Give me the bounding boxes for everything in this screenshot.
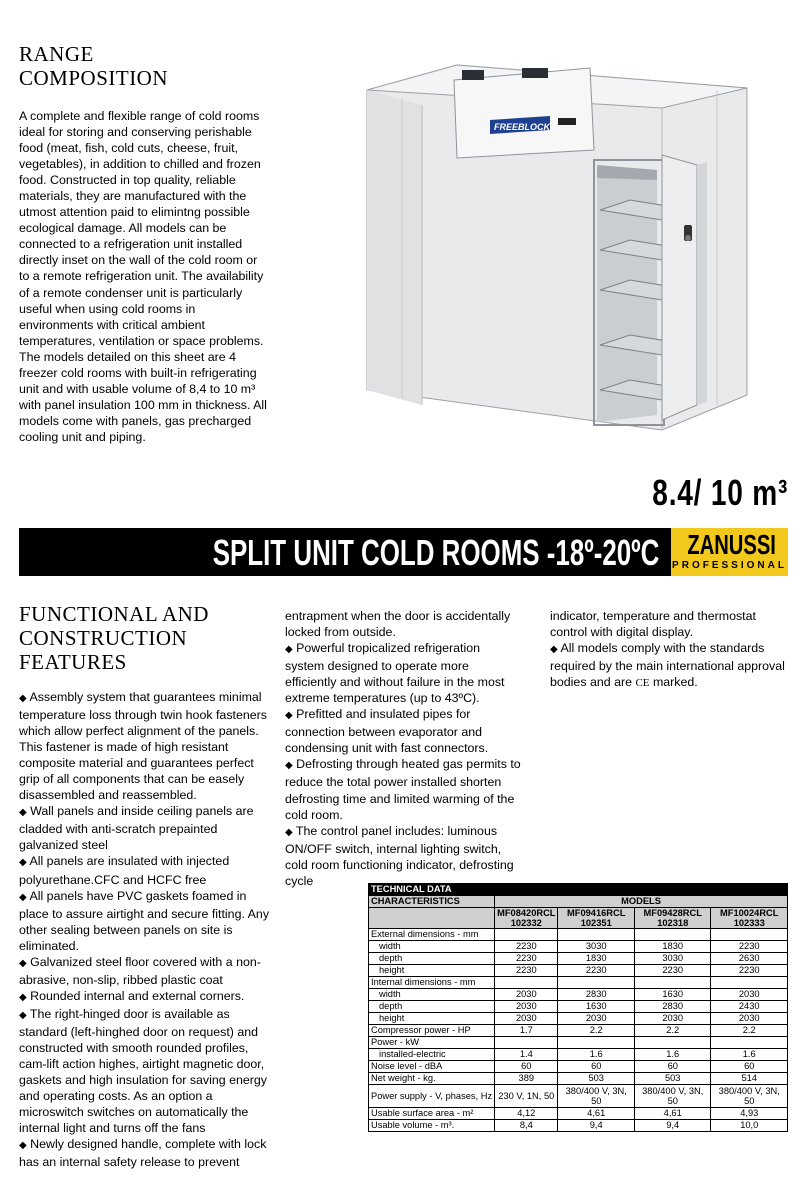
table-cell: 1.6 — [634, 1049, 711, 1061]
features-title-line3: FEATURES — [19, 650, 127, 674]
table-cell: 380/400 V, 3N, 50 — [711, 1085, 788, 1108]
diamond-bullet-icon: ◆ — [19, 693, 27, 704]
table-row — [369, 1001, 788, 1013]
table-cell: 2830 — [558, 989, 635, 1001]
table-cell: 2230 — [711, 965, 788, 977]
table-cell: 4,93 — [711, 1108, 788, 1120]
table-row — [369, 929, 788, 941]
technical-data-table — [368, 883, 788, 1132]
table-cell: 2030 — [495, 1013, 558, 1025]
feature-continuation: entrapment when the door is accidentally locked from outside. — [285, 609, 511, 640]
row-label: Internal dimensions - mm — [369, 977, 495, 989]
ce-mark-icon: CE — [635, 677, 650, 690]
table-row — [369, 1073, 788, 1085]
table-cell: 503 — [558, 1073, 635, 1085]
row-label: Usable surface area - m² — [369, 1108, 495, 1120]
row-label: width — [369, 941, 495, 953]
row-label: Net weight - kg. — [369, 1073, 495, 1085]
feature-item: ◆ Wall panels and inside ceiling panels are cladded with anti-scratch prepainted galvanized steel — [19, 804, 254, 853]
table-cell — [495, 977, 558, 989]
row-label: Usable volume - m³. — [369, 1120, 495, 1132]
table-cell: 1.4 — [495, 1049, 558, 1061]
table-cell: 2230 — [495, 965, 558, 977]
table-cell: 4,12 — [495, 1108, 558, 1120]
table-cell: 2030 — [634, 1013, 711, 1025]
table-cell: 4,61 — [634, 1108, 711, 1120]
table-cell: 10,0 — [711, 1120, 788, 1132]
diamond-bullet-icon: ◆ — [285, 760, 293, 772]
table-cell — [558, 929, 635, 941]
table-cell: 1.7 — [495, 1025, 558, 1037]
table-cell — [711, 1037, 788, 1049]
feature-item: ◆ All panels have PVC gaskets foamed in place to assure airtight and secure fitting. Any other sealing between panels on site is eliminated. — [19, 888, 270, 953]
logo-brand: ZANUSSI — [687, 529, 776, 560]
diamond-bullet-icon: ◆ — [285, 710, 293, 722]
features-column-3 — [550, 608, 790, 691]
table-cell: 2030 — [495, 1001, 558, 1013]
model-code: MF09428RCL 102318 — [634, 908, 711, 929]
diamond-bullet-icon: ◆ — [19, 957, 27, 969]
cold-room-image — [362, 60, 762, 440]
table-cell: 4,61 — [558, 1108, 635, 1120]
diamond-bullet-icon: ◆ — [19, 807, 27, 819]
feature-item: ◆ Prefitted and insulated pipes for connection between evaporator and condensing unit with fast connectors. — [285, 707, 489, 756]
table-row — [369, 1025, 788, 1037]
table-cell: 8,4 — [495, 1120, 558, 1132]
range-title-line2: COMPOSITION — [19, 66, 169, 90]
table-row — [369, 965, 788, 977]
table-cell: 2.2 — [558, 1025, 635, 1037]
table-cell: 2230 — [495, 953, 558, 965]
table-cell: 3030 — [558, 941, 635, 953]
table-row — [369, 1085, 788, 1108]
model-codes-row — [369, 908, 788, 929]
table-cell: 2030 — [711, 989, 788, 1001]
logo-subtitle: PROFESSIONAL — [672, 560, 787, 571]
row-label: height — [369, 965, 495, 977]
table-cell: 230 V, 1N, 50 — [495, 1085, 558, 1108]
table-row — [369, 953, 788, 965]
range-title — [19, 42, 279, 90]
row-label: Noise level - dBA — [369, 1061, 495, 1073]
table-cell: 2830 — [634, 1001, 711, 1013]
table-cell: 1830 — [558, 953, 635, 965]
table-cell: 1830 — [634, 941, 711, 953]
feature-item: ◆ Defrosting through heated gas permits to reduce the total power installed shorten defrosting time and limited warming of the cold room. — [285, 757, 521, 822]
diamond-bullet-icon: ◆ — [19, 1140, 27, 1152]
table-cell — [711, 977, 788, 989]
table-row — [369, 977, 788, 989]
row-label: height — [369, 1013, 495, 1025]
table-row — [369, 1108, 788, 1120]
table-cell — [711, 929, 788, 941]
table-cell — [495, 929, 558, 941]
models-header: MODELS — [495, 896, 788, 908]
table-cell — [634, 977, 711, 989]
feature-item: ◆ Newly designed handle, complete with lock has an internal safety release to prevent — [19, 1137, 267, 1170]
range-title-line1: RANGE — [19, 42, 94, 66]
table-cell: 2030 — [711, 1013, 788, 1025]
table-cell: 2430 — [711, 1001, 788, 1013]
table-row — [369, 1061, 788, 1073]
table-cell: 60 — [558, 1061, 635, 1073]
feature-continuation: indicator, temperature and thermostat control with digital display. — [550, 609, 756, 640]
feature-item: ◆ Powerful tropicalized refrigeration system designed to operate more efficiently and without failure in the most extreme temperatures (up to 43ºC). — [285, 641, 505, 706]
diamond-bullet-icon: ◆ — [285, 644, 293, 656]
row-label: Compressor power - HP — [369, 1025, 495, 1037]
row-label: depth — [369, 953, 495, 965]
table-cell: 389 — [495, 1073, 558, 1085]
table-cell: 1630 — [558, 1001, 635, 1013]
table-cell: 1630 — [634, 989, 711, 1001]
row-label: installed-electric — [369, 1049, 495, 1061]
banner-title: SPLIT UNIT COLD ROOMS -18º-20ºC — [212, 532, 659, 573]
table-cell: 2230 — [711, 941, 788, 953]
row-label: Power supply - V, phases, Hz — [369, 1085, 495, 1108]
table-cell: 380/400 V, 3N, 50 — [558, 1085, 635, 1108]
table-cell: 2030 — [558, 1013, 635, 1025]
diamond-bullet-icon: ◆ — [285, 826, 293, 838]
table-title: TECHNICAL DATA — [369, 884, 788, 896]
diamond-bullet-icon: ◆ — [550, 644, 558, 656]
feature-item: ◆ Galvanized steel floor covered with a non-abrasive, non-slip, ribbed plastic coat — [19, 954, 261, 987]
table-cell: 2.2 — [634, 1025, 711, 1037]
row-label: External dimensions - mm — [369, 929, 495, 941]
feature-item: ◆ The right-hinged door is available as standard (left-hinghed door on request) and constructed with smooth rounded profiles, cam-lift action highes, airtight magnetic door, gaskets and high insulation for saving energy and operating costs. As an option a microswitch switches on automatically the internal light and turns off the fans — [19, 1006, 267, 1136]
table-row — [369, 1037, 788, 1049]
table-cell: 2.2 — [711, 1025, 788, 1037]
table-cell: 9,4 — [634, 1120, 711, 1132]
features-title-line2: CONSTRUCTION — [19, 626, 188, 650]
title-banner — [19, 528, 671, 576]
diamond-bullet-icon: ◆ — [19, 991, 27, 1003]
table-cell: 2230 — [558, 965, 635, 977]
table-cell: 60 — [495, 1061, 558, 1073]
table-cell: 514 — [711, 1073, 788, 1085]
table-cell — [634, 1037, 711, 1049]
model-code: MF10024RCL 102333 — [711, 908, 788, 929]
table-row — [369, 1013, 788, 1025]
table-cell: 60 — [634, 1061, 711, 1073]
features-column-1 — [19, 689, 271, 1170]
table-cell: 380/400 V, 3N, 50 — [634, 1085, 711, 1108]
table-cell: 2030 — [495, 989, 558, 1001]
feature-item: ◆ All panels are insulated with injected polyurethane.CFC and HCFC free — [19, 854, 230, 887]
volume-heading: 8.4/ 10 m³ — [652, 472, 788, 513]
table-cell: 503 — [634, 1073, 711, 1085]
table-cell — [634, 929, 711, 941]
table-cell: 60 — [711, 1061, 788, 1073]
table-cell: 9,4 — [558, 1120, 635, 1132]
features-column-2 — [285, 608, 522, 889]
feature-item: ◆ Rounded internal and external corners. — [19, 988, 245, 1003]
diamond-bullet-icon: ◆ — [19, 1009, 27, 1021]
table-row — [369, 941, 788, 953]
diamond-bullet-icon: ◆ — [19, 891, 27, 903]
freeblock-label: FREEBLOCK — [494, 122, 550, 132]
table-row — [369, 1120, 788, 1132]
features-title-line1: FUNCTIONAL AND — [19, 602, 209, 626]
characteristics-header: CHARACTERISTICS — [369, 896, 495, 908]
feature-item: ◆ All models comply with the standards required by the main international approval bodies and are CE marked. — [550, 641, 785, 690]
table-cell: 3030 — [634, 953, 711, 965]
table-row — [369, 989, 788, 1001]
feature-item: ◆ The control panel includes: luminous ON/OFF switch, internal lighting switch, cold room functioning indicator, defrosting cycle — [285, 823, 514, 888]
model-code: MF09416RCL 102351 — [558, 908, 635, 929]
row-label: Power - kW — [369, 1037, 495, 1049]
table-cell: 1.6 — [711, 1049, 788, 1061]
table-cell: 2630 — [711, 953, 788, 965]
row-label: depth — [369, 1001, 495, 1013]
feature-item: ◆ Assembly system that guarantees minimal temperature loss through twin hook fasteners which allow perfect alignment of the panels. This fastener is made of high resistant composite material and guarantees perfect grip of all components that can be easely disassembled and reassembled. — [19, 690, 267, 803]
range-description: A complete and flexible range of cold rooms ideal for storing and conserving perishable food (meat, fish, cold cuts, cheese, fruit, vegetables), in addition to chilled and frozen food. Constructed in top quality, reliable materials, they are manufactured with the utmost attention paid to elimintng possible ecological damage. All models can be connected to a refrigeration unit installed directly inset on the wall of the cold room or to a remote refrigeration unit. The availability of a remote condenser unit is particularly useful when using cold rooms in environments with critical ambient temperatures, ventilation or space problems. The models detailed on this sheet are 4 freezer cold rooms with built-in refrigerating unit and with usable volume of 8,4 to 10 m³ with panel insulation 100 mm in thickness. All models come with panels, gas precharged cooling unit and piping. — [19, 109, 267, 444]
row-label: width — [369, 989, 495, 1001]
table-cell — [558, 977, 635, 989]
table-cell: 2230 — [634, 965, 711, 977]
table-row — [369, 1049, 788, 1061]
table-cell — [495, 1037, 558, 1049]
table-cell: 2230 — [495, 941, 558, 953]
diamond-bullet-icon: ◆ — [19, 857, 27, 869]
zanussi-logo — [671, 528, 788, 576]
table-cell: 1.6 — [558, 1049, 635, 1061]
table-cell — [558, 1037, 635, 1049]
model-code: MF08420RCL 102332 — [495, 908, 558, 929]
features-title — [19, 602, 259, 674]
